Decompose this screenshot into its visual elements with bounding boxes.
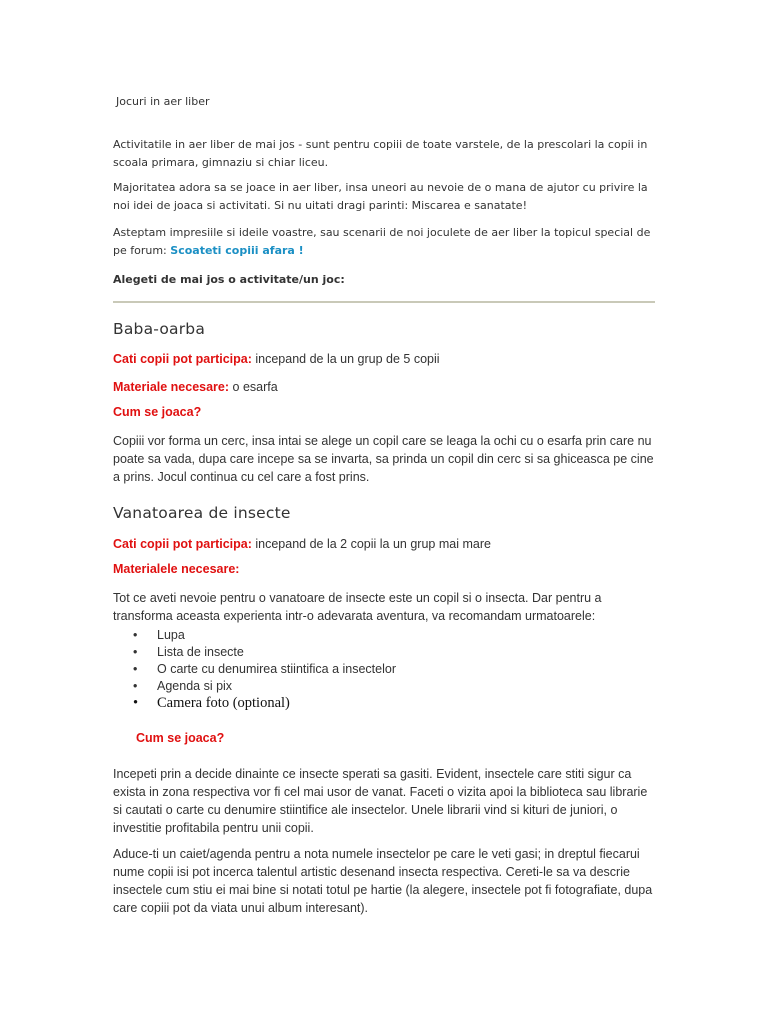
game2-howto-label: Cum se joaca? bbox=[136, 731, 225, 745]
game2-materials-label: Materialele necesare: bbox=[113, 562, 240, 576]
game2-participants bbox=[113, 535, 491, 553]
participants-label: Cati copii pot participa: bbox=[113, 352, 252, 366]
game1-materials bbox=[113, 378, 278, 396]
divider bbox=[113, 301, 655, 303]
materials-label: Materiale necesare: bbox=[113, 380, 230, 394]
game2-howto-paragraph-2: Aduce-ti un caiet/agenda pentru a nota numele insectelor pe care le veti gasi; in dreptul fiecarui nume copii isi pot incerca talentul artistic desenand insecta respectiva. Cereti-le sa va descrie insectele cum stiu ei mai bine si notati totul pe hartie (la alegere, insectele pot fi fotografiate, dupa care copiii pot da viata unui album interesant). bbox=[113, 847, 653, 915]
game2-howto-paragraph-1: Incepeti prin a decide dinainte ce insecte sperati sa gasiti. Evident, insectele care stiti sigur ca exista in zona respectiva vor fi cel mai usor de vanat. Faceti o vizita apoi la biblioteca sau librarie si cautati o carte cu denumire stiintifice ale insectelor. Unele librarii vind si kituri de juniori, o investitie profitabila pentru unii copii. bbox=[113, 767, 648, 835]
forum-link[interactable]: Scoateti copiii afara ! bbox=[170, 244, 304, 257]
participants-value: incepand de la 2 copii la un grup mai mare bbox=[251, 537, 491, 551]
participants-value: incepand de la un grup de 5 copii bbox=[251, 352, 440, 366]
participants-label: Cati copii pot participa: bbox=[113, 537, 252, 551]
materials-value: o esarfa bbox=[229, 380, 278, 394]
list-item: • Camera foto (optional) bbox=[113, 694, 513, 714]
forum-text: Asteptam impresiile si ideile voastre, sau scenarii de noi joculete de aer liber la topicul special de pe forum: bbox=[113, 226, 651, 257]
intro-paragraph-1: Activitatile in aer liber de mai jos - sunt pentru copiii de toate varstele, de la prescolari la copii in scoala primara, gimnaziu si chiar liceu. bbox=[113, 138, 648, 169]
page-title: Jocuri in aer liber bbox=[116, 95, 210, 108]
materials-list bbox=[113, 626, 513, 714]
list-item: • Agenda si pix bbox=[113, 677, 513, 694]
list-item: • Lupa bbox=[113, 626, 513, 643]
game2-title: Vanatoarea de insecte bbox=[113, 504, 291, 522]
intro-paragraph-2: Majoritatea adora sa se joace in aer liber, insa uneori au nevoie de o mana de ajutor cu privire la noi idei de joaca si activitati. Si nu uitati dragi parinti: Miscarea e sanatate! bbox=[113, 181, 648, 212]
game1-howto-label: Cum se joaca? bbox=[113, 405, 202, 419]
list-item: • O carte cu denumirea stiintifica a insectelor bbox=[113, 660, 513, 677]
game1-howto-text: Copiii vor forma un cerc, insa intai se alege un copil care se leaga la ochi cu o esarfa prin care nu poate sa vada, dupa care incepe sa se invarta, sa prinda un copil din cerc si sa ghiceasca pe cine a prins. Jocul continua cu cel care a fost prins. bbox=[113, 434, 654, 484]
list-item: • Lista de insecte bbox=[113, 643, 513, 660]
game2-materials-text: Tot ce aveti nevoie pentru o vanatoare de insecte este un copil si o insecta. Dar pentru a transforma aceasta experienta intr-o adevarata aventura, va recomandam urmatoarele: bbox=[113, 591, 602, 623]
game1-participants bbox=[113, 350, 440, 368]
choose-activity-label: Alegeti de mai jos o activitate/un joc: bbox=[113, 273, 345, 286]
game1-title: Baba-oarba bbox=[113, 320, 206, 338]
intro-paragraph-3 bbox=[113, 224, 658, 260]
